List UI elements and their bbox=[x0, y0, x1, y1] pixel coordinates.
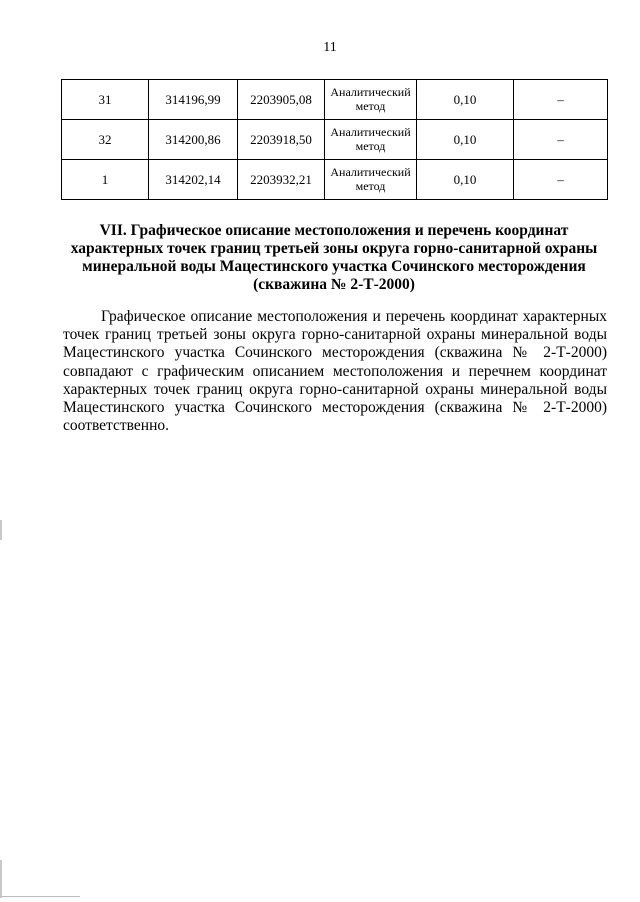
method-cell bbox=[325, 120, 417, 160]
page-number: 11 bbox=[323, 40, 337, 55]
method-line: Аналитический bbox=[330, 85, 411, 99]
section-heading bbox=[62, 222, 606, 294]
table-row bbox=[62, 80, 608, 120]
point-number-cell: 32 bbox=[62, 120, 149, 160]
heading-line: (скважина № 2-Т-2000) bbox=[253, 276, 415, 293]
error-cell: 0,10 bbox=[417, 160, 514, 200]
method-line: метод bbox=[355, 99, 386, 113]
method-cell bbox=[325, 160, 417, 200]
method-cell bbox=[325, 80, 417, 120]
method-line: Аналитический bbox=[330, 125, 411, 139]
heading-line: VII. Графическое описание местоположения и перечень координат bbox=[99, 222, 569, 239]
y-coordinate-cell: 2203918,50 bbox=[238, 120, 325, 160]
y-coordinate-cell: 2203905,08 bbox=[238, 80, 325, 120]
heading-line: характерных точек границ третьей зоны округа горно-санитарной охраны bbox=[70, 240, 598, 257]
note-cell: – bbox=[514, 80, 608, 120]
method-line: метод bbox=[355, 179, 386, 193]
scan-margin-mark bbox=[0, 520, 2, 540]
coordinates-table bbox=[61, 79, 608, 200]
x-coordinate-cell: 314202,14 bbox=[149, 160, 238, 200]
error-cell: 0,10 bbox=[417, 80, 514, 120]
scan-bottom-rule bbox=[0, 896, 80, 897]
method-line: метод bbox=[355, 139, 386, 153]
x-coordinate-cell: 314200,86 bbox=[149, 120, 238, 160]
point-number-cell: 31 bbox=[62, 80, 149, 120]
point-number-cell: 1 bbox=[62, 160, 149, 200]
y-coordinate-cell: 2203932,21 bbox=[238, 160, 325, 200]
section-paragraph: Графическое описание местоположения и перечень координат характерных точек границ третьей зоны округа горно-санитарной охраны минеральной воды Мацестинского участка Сочинского месторождения (скважина № 2-Т-2000) совпадают с графическим описанием местоположения и перечнем координат характерных точек границ округа горно-санитарной охраны минеральной воды Мацестинского участка Сочинского месторождения (скважина № 2-Т-2000) соответственно. bbox=[63, 308, 607, 435]
heading-line: минеральной воды Мацестинского участка Сочинского месторождения bbox=[82, 258, 586, 275]
error-cell: 0,10 bbox=[417, 120, 514, 160]
table-row bbox=[62, 160, 608, 200]
note-cell: – bbox=[514, 160, 608, 200]
method-line: Аналитический bbox=[330, 165, 411, 179]
table-row bbox=[62, 120, 608, 160]
note-cell: – bbox=[514, 120, 608, 160]
scan-margin-mark bbox=[0, 860, 2, 898]
x-coordinate-cell: 314196,99 bbox=[149, 80, 238, 120]
